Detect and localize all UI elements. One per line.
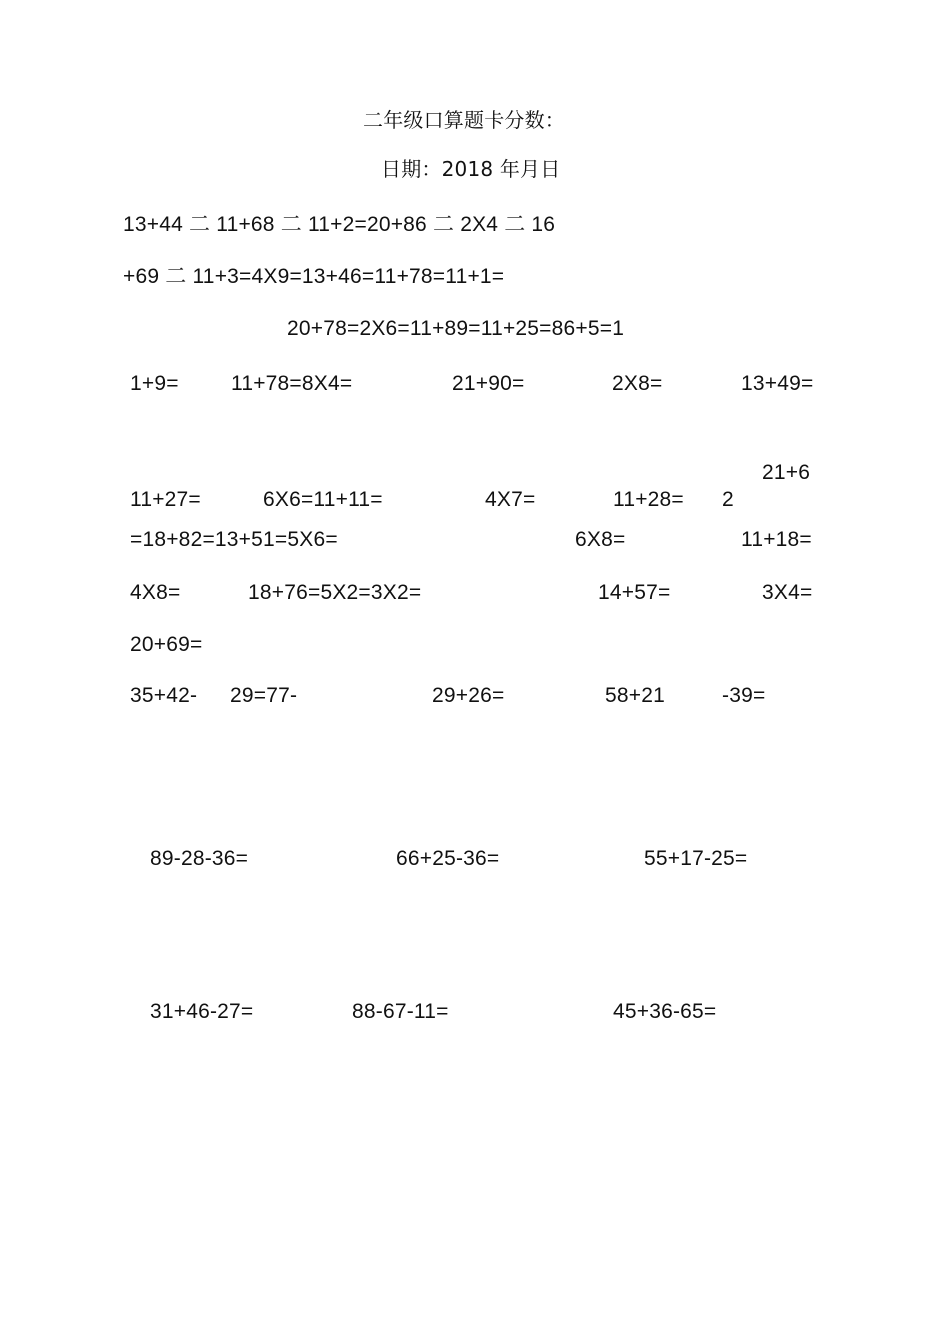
problem: 31+46-27=	[150, 1000, 254, 1023]
problem: 4X8=	[130, 581, 181, 604]
problem: 2X8=	[612, 372, 663, 395]
date-line: 日期：2018 年月日	[381, 157, 561, 181]
problem: 3X4=	[762, 581, 813, 604]
problem: 6X6=11+11=	[263, 488, 383, 511]
problem: 1+9=	[130, 372, 179, 395]
problem-line-3: 20+78=2X6=11+89=11+25=86+5=1	[287, 317, 625, 340]
problem: 89-28-36=	[150, 847, 249, 870]
problem: 88-67-11=	[352, 1000, 449, 1023]
problem: -39=	[722, 684, 766, 707]
problem: 29+26=	[432, 684, 505, 707]
problem: 21+6	[762, 461, 811, 484]
problem: 4X7=	[485, 488, 536, 511]
problem: 11+28=	[613, 488, 684, 511]
problem: =18+82=13+51=5X6=	[130, 528, 338, 551]
problem: 6X8=	[575, 528, 626, 551]
problem: 11+18=	[741, 528, 812, 551]
problem: 20+69=	[130, 633, 203, 656]
problem: 55+17-25=	[644, 847, 748, 870]
problem: 18+76=5X2=3X2=	[248, 581, 422, 604]
problem-line-2: +69 二 11+3=4X9=13+46=11+78=11+1=	[123, 265, 505, 288]
problem-line-1: 13+44 二 11+68 二 11+2=20+86 二 2X4 二 16	[123, 213, 556, 236]
problem: 14+57=	[598, 581, 671, 604]
problem: 21+90=	[452, 372, 525, 395]
problem: 29=77-	[230, 684, 298, 707]
problem: 13+49=	[741, 372, 814, 395]
problem: 11+27=	[130, 488, 201, 511]
page-title: 二年级口算题卡分数：	[363, 108, 565, 132]
problem: 35+42-	[130, 684, 198, 707]
problem: 45+36-65=	[613, 1000, 717, 1023]
problem: 11+78=8X4=	[231, 372, 353, 395]
problem: 58+21	[605, 684, 665, 707]
problem: 2	[722, 488, 734, 511]
problem: 66+25-36=	[396, 847, 500, 870]
